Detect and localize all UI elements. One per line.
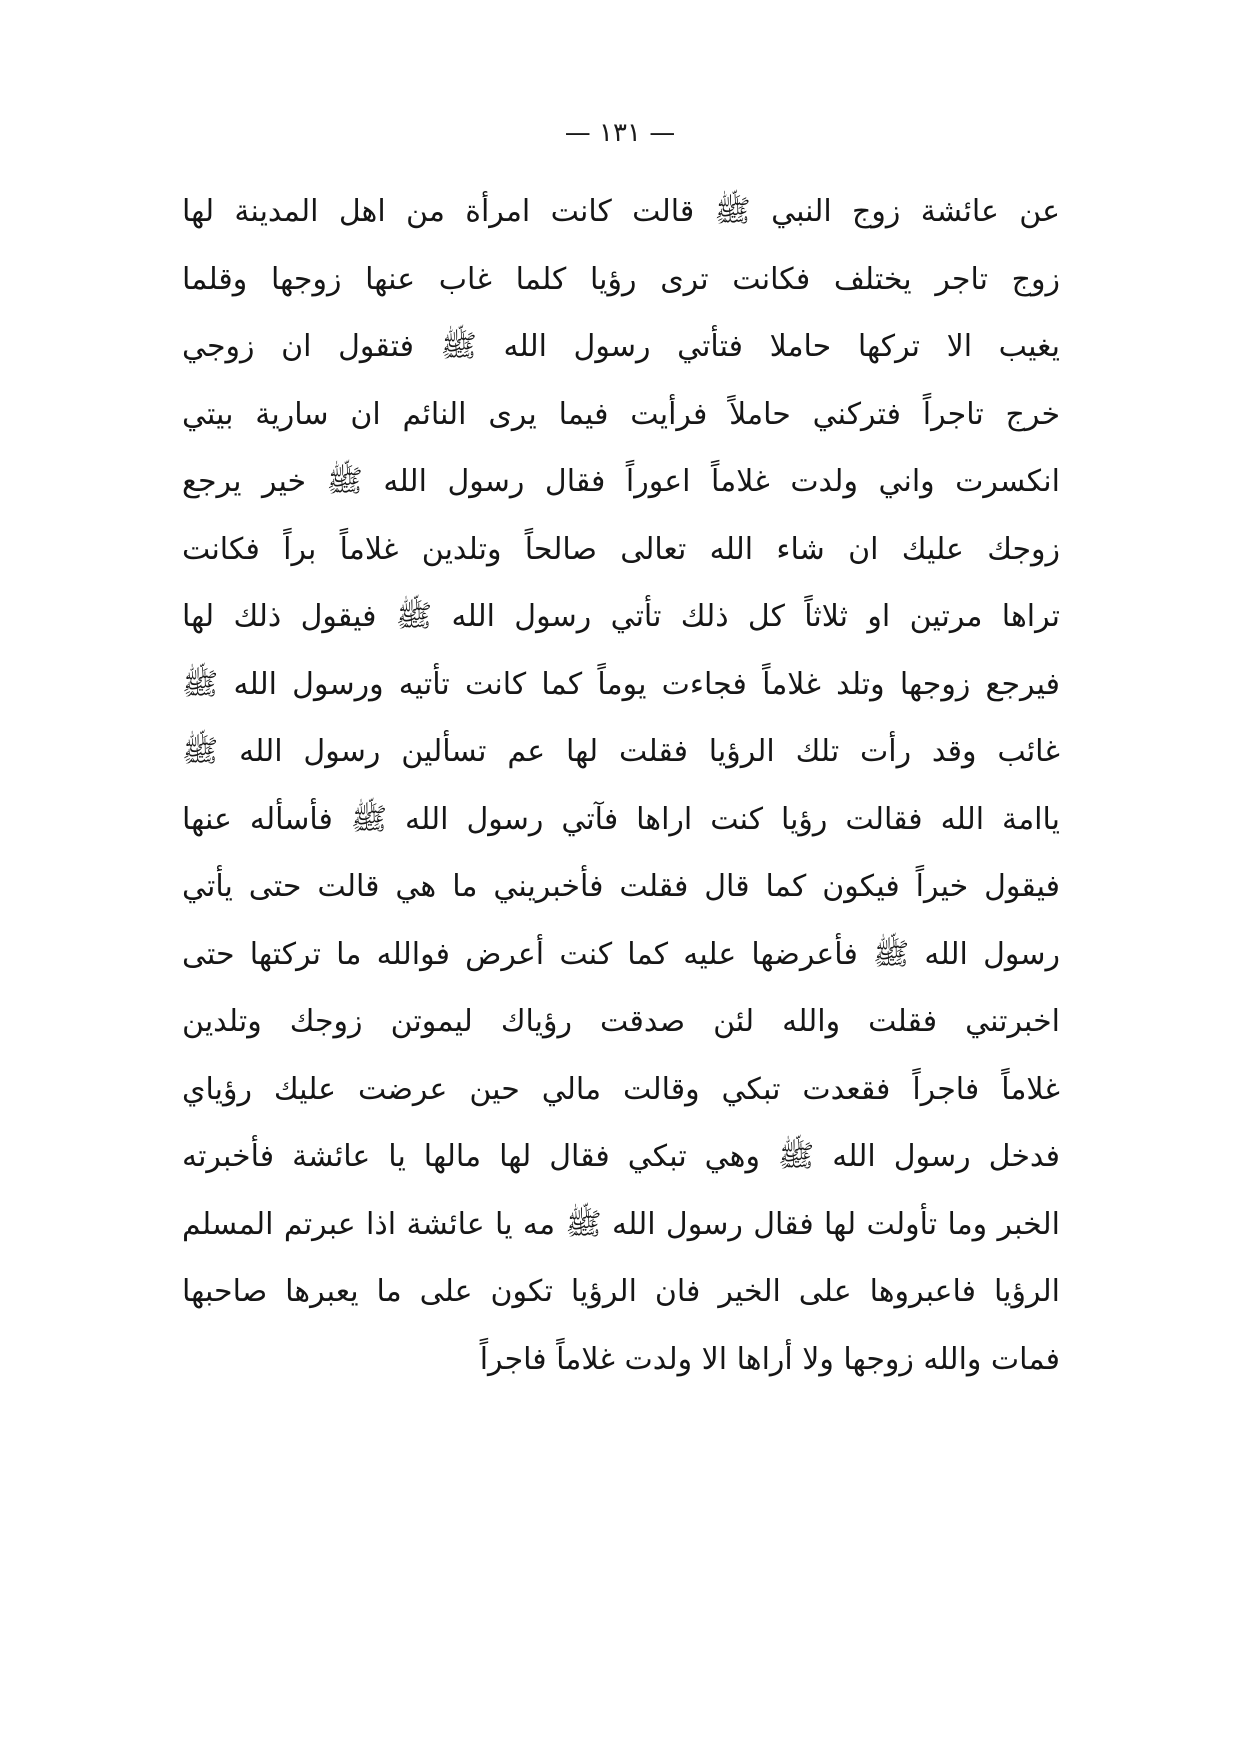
text-line-15: فدخل رسول الله ﷺ وهي تبكي فقال لها مالها يا عائشة فأخبرته: [182, 1139, 1060, 1174]
text-line-9: غائب وقد رأت تلك الرؤيا فقلت لها عم تسألين رسول الله ﷺ: [182, 734, 1060, 769]
text-line-3: يغيب الا تركها حاملا فتأتي رسول الله ﷺ فتقول ان زوجي: [182, 329, 1060, 364]
text-line-5: انكسرت واني ولدت غلاماً اعوراً فقال رسول الله ﷺ خير يرجع: [182, 464, 1060, 499]
text-line-17: الرؤيا فاعبروها على الخير فان الرؤيا تكون على ما يعبرها صاحبها: [182, 1274, 1060, 1309]
text-line-8: فيرجع زوجها وتلد غلاماً فجاءت يوماً كما كانت تأتيه ورسول الله ﷺ: [182, 666, 1060, 702]
text-line-13: اخبرتني فقلت والله لئن صدقت رؤياك ليموتن زوجك وتلدين: [182, 1004, 1060, 1039]
text-line-2: زوج تاجر يختلف فكانت ترى رؤيا كلما غاب عنها زوجها وقلما: [182, 261, 1060, 297]
text-line-11: فيقول خيراً فيكون كما قال فقلت فأخبريني ما هي قالت حتى يأتي: [182, 869, 1060, 904]
text-line-6: زوجك عليك ان شاء الله تعالى صالحاً وتلدين غلاماً براً فكانت: [182, 531, 1060, 567]
text-line-16: الخبر وما تأولت لها فقال رسول الله ﷺ مه يا عائشة اذا عبرتم المسلم: [182, 1206, 1060, 1242]
body-text: [182, 178, 1060, 1393]
text-line-10: ياامة الله فقالت رؤيا كنت اراها فآتي رسول الله ﷺ فأسأله عنها: [182, 801, 1060, 837]
text-line-1: عن عائشة زوج النبي ﷺ قالت كانت امرأة من اهل المدينة لها: [182, 194, 1060, 229]
text-line-14: غلاماً فاجراً فقعدت تبكي وقالت مالي حين عرضت عليك رؤياي: [182, 1071, 1060, 1107]
page-number: — ١٣١ —: [564, 118, 676, 148]
text-line-18: فمات والله زوجها ولا أراها الا ولدت غلاماً فاجراً: [479, 1341, 1060, 1377]
text-line-12: رسول الله ﷺ فأعرضها عليه كما كنت أعرض فوالله ما تركتها حتى: [182, 936, 1060, 972]
text-line-7: تراها مرتين او ثلاثاً كل ذلك تأتي رسول الله ﷺ فيقول ذلك لها: [182, 599, 1060, 634]
text-line-4: خرج تاجراً فتركني حاملاً فرأيت فيما يرى النائم ان سارية بيتي: [182, 396, 1060, 432]
